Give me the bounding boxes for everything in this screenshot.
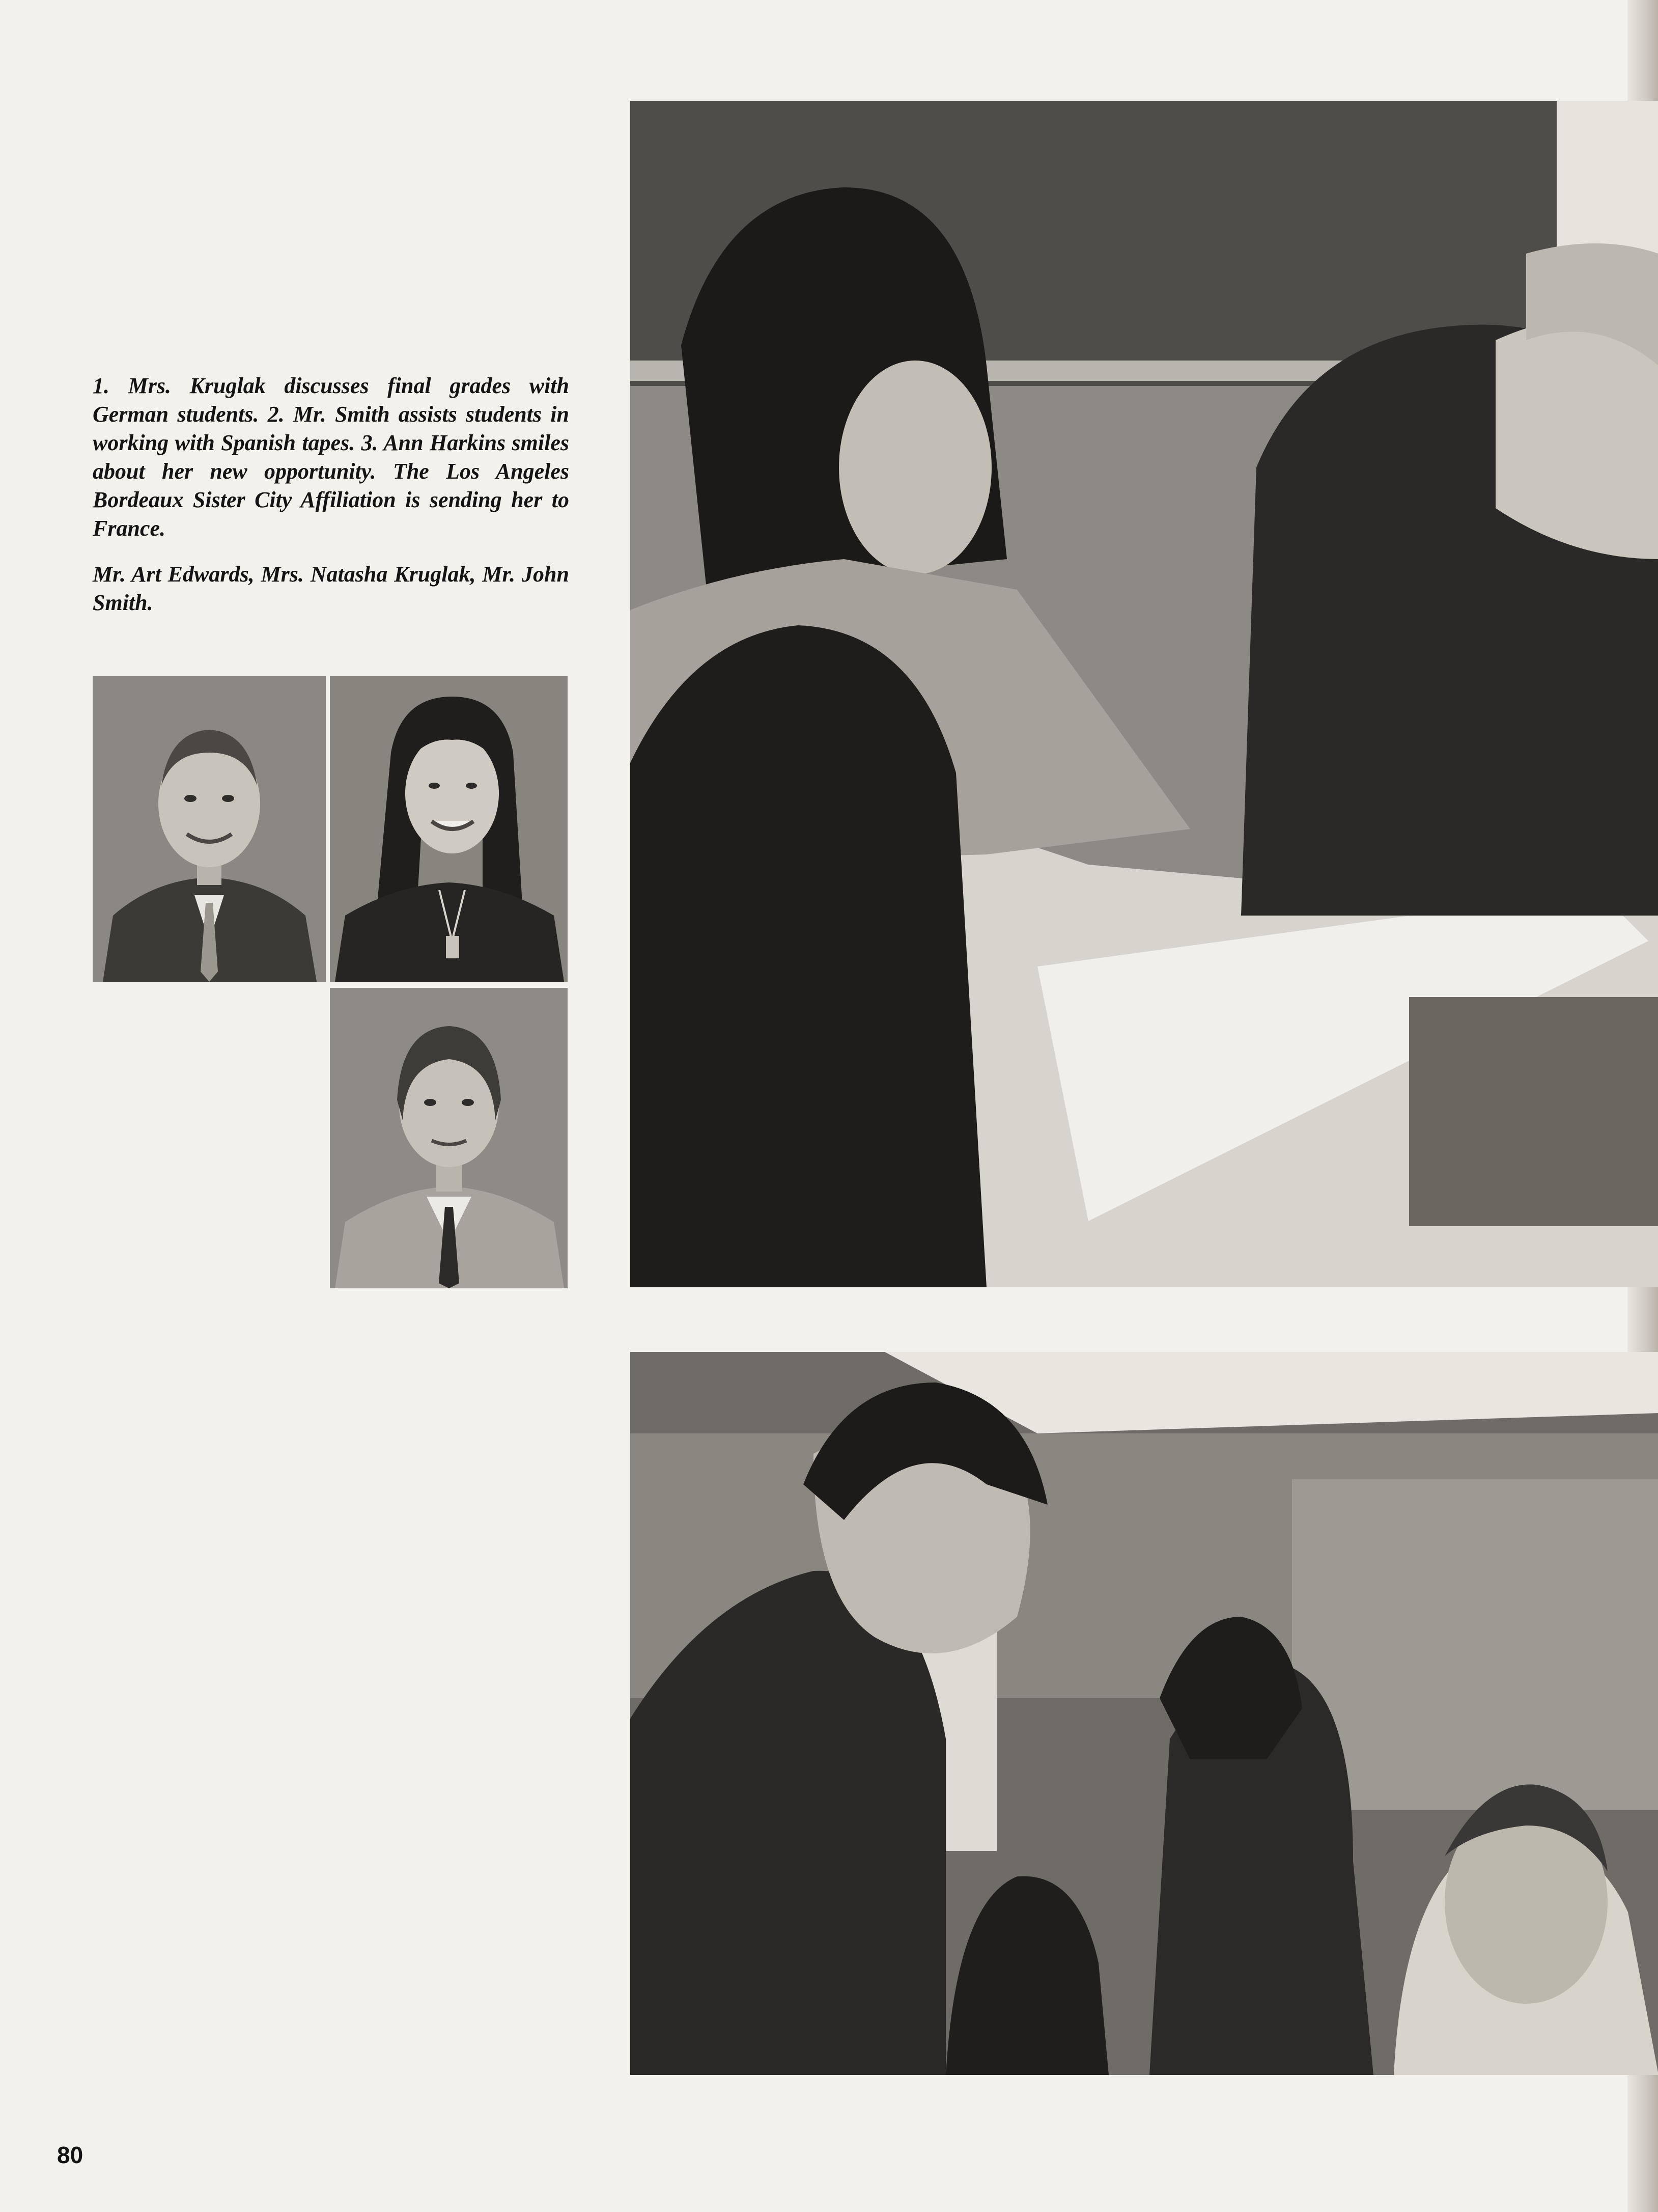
faculty-names: Mr. Art Edwards, Mrs. Natasha Kruglak, Mr. John Smith. bbox=[93, 562, 569, 615]
portrait-natasha-kruglak bbox=[330, 676, 568, 982]
photo-caption: 1. Mrs. Kruglak discusses final grades with German students. 2. Mr. Smith assists students in working with Spanish tapes. 3. Ann Harkins smiles about her new opportunity. The Los Angeles Bordeaux Sister City Affiliation is sending her to France. bbox=[93, 373, 569, 541]
language-lab-illustration bbox=[630, 1352, 1658, 2075]
classroom-desk-illustration bbox=[630, 101, 1658, 1287]
portrait-art-edwards bbox=[93, 676, 326, 982]
portrait-kruglak-illustration bbox=[330, 676, 568, 982]
page-number: 80 bbox=[57, 2142, 83, 2168]
portrait-john-smith bbox=[330, 988, 568, 1288]
photo-german-students bbox=[630, 101, 1658, 1287]
portrait-edwards-illustration bbox=[93, 676, 326, 982]
photo-spanish-tapes bbox=[630, 1352, 1658, 2075]
portrait-smith-illustration bbox=[330, 988, 568, 1288]
